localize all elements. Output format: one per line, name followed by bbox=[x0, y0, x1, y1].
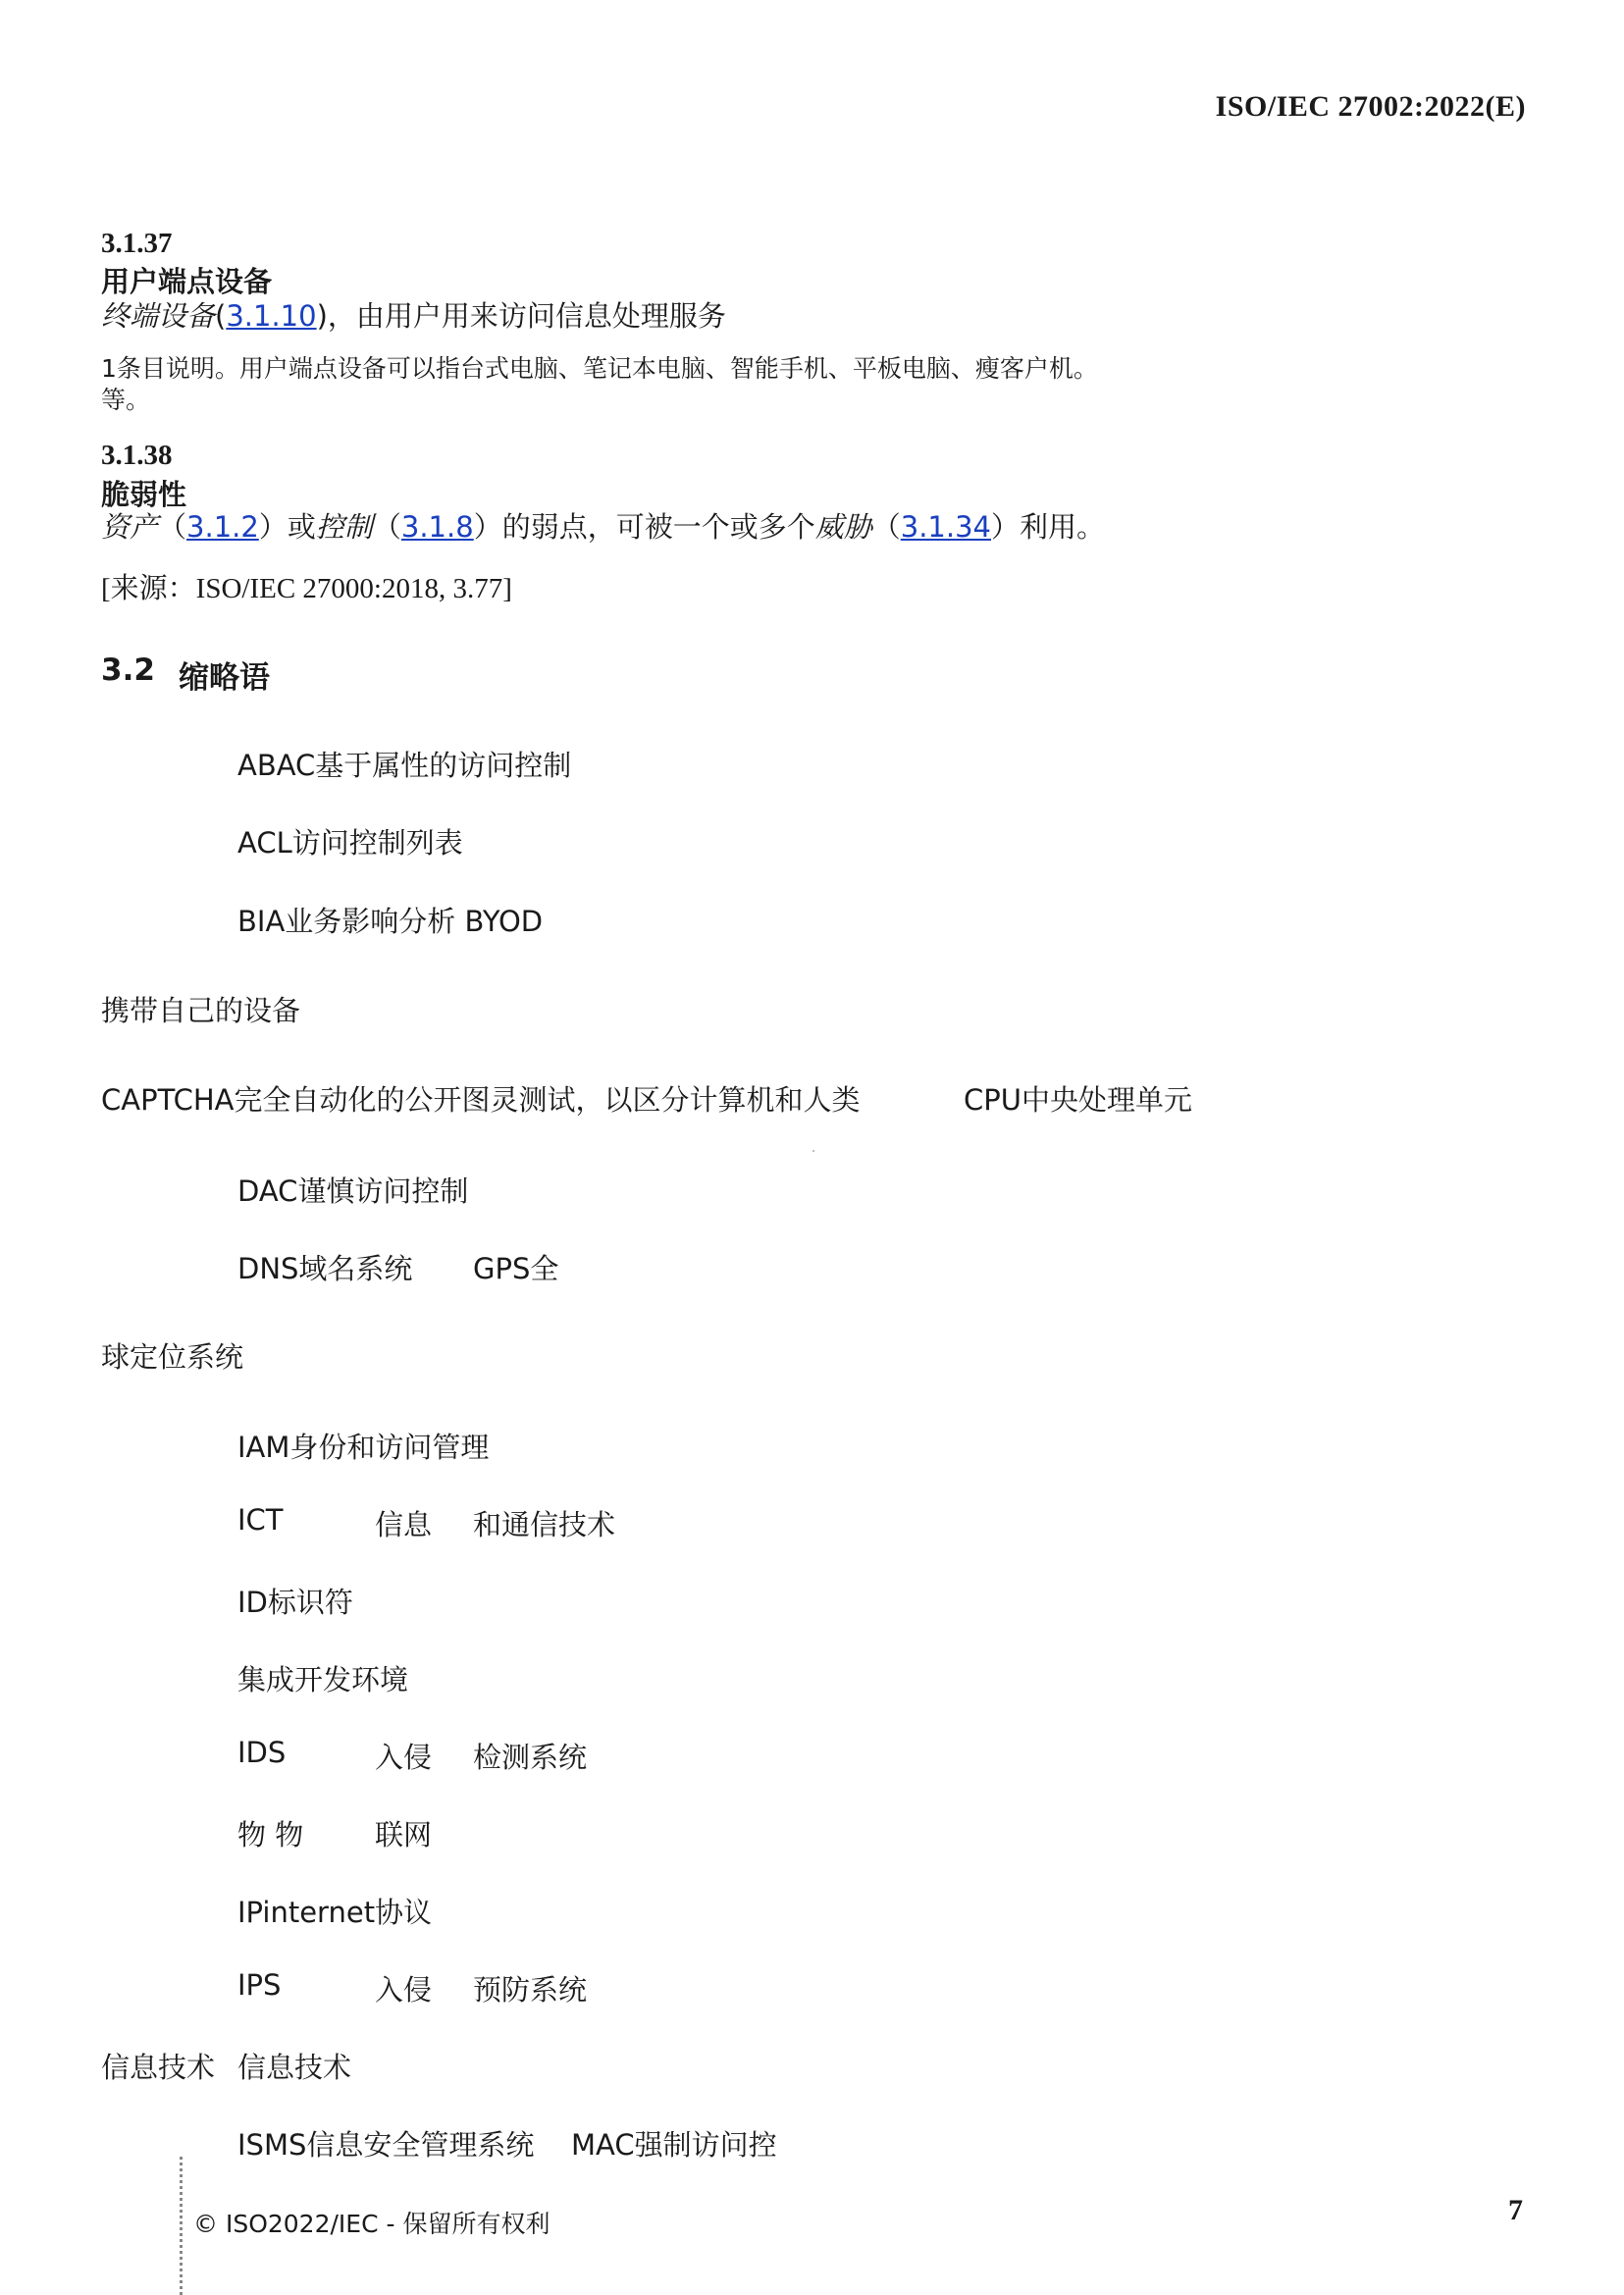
paren-open: （ bbox=[158, 510, 187, 544]
term-reference-link[interactable]: 3.1.10 bbox=[226, 299, 317, 333]
term-reference-link[interactable]: 3.1.8 bbox=[400, 510, 474, 544]
margin-dotted-line bbox=[180, 2157, 185, 2295]
abbreviation-line: ICT bbox=[237, 1503, 284, 1537]
entry-number: 3.1.38 bbox=[101, 440, 173, 471]
definition-italic-term: 资产 bbox=[101, 510, 159, 544]
abbreviation-line: IPinternet协议 bbox=[237, 1896, 433, 1929]
abbreviation-line: DAC谨慎访问控制 bbox=[237, 1174, 469, 1208]
abbreviation-line: GPS全 bbox=[473, 1252, 559, 1285]
paren-close: ） bbox=[473, 510, 502, 544]
entry-term: 用户端点设备 bbox=[101, 265, 273, 298]
abbreviation-line: 集成开发环境 bbox=[237, 1663, 409, 1696]
abbreviation-line: CPU中央处理单元 bbox=[964, 1083, 1192, 1117]
definition-text: 或 bbox=[287, 510, 316, 544]
entry-note-line: 等。 bbox=[101, 386, 151, 414]
abbreviation-line: ABAC基于属性的访问控制 bbox=[237, 749, 572, 782]
abbreviation-line: 检测系统 bbox=[473, 1741, 588, 1774]
abbreviation-line: BIA业务影响分析 BYOD bbox=[237, 905, 544, 938]
entry-source: [来源：ISO/IEC 27000:2018, 3.77] bbox=[101, 573, 512, 604]
abbreviation-line: ISMS信息安全管理系统 bbox=[237, 2128, 535, 2162]
document-header-id: ISO/IEC 27002:2022(E) bbox=[1215, 90, 1526, 123]
entry-definition bbox=[101, 505, 1105, 546]
abbreviation-line: DNS域名系统 bbox=[237, 1252, 413, 1285]
entry-number: 3.1.37 bbox=[101, 228, 173, 259]
entry-term: 脆弱性 bbox=[101, 478, 187, 511]
paren-close: ) bbox=[316, 299, 328, 333]
abbreviation-line: 联网 bbox=[375, 1818, 433, 1852]
page-number: 7 bbox=[1508, 2194, 1523, 2226]
abbreviation-line: ACL访问控制列表 bbox=[237, 826, 463, 860]
abbreviation-line: IDS bbox=[237, 1736, 287, 1769]
paren-close: ） bbox=[991, 510, 1021, 544]
abbreviation-line: 预防系统 bbox=[473, 1973, 588, 2007]
abbreviation-line: 和通信技术 bbox=[473, 1508, 616, 1541]
abbreviation-line: IAM身份和访问管理 bbox=[237, 1431, 490, 1464]
abbreviation-line: 入侵 bbox=[375, 1741, 433, 1774]
abbreviation-line: 信息技术 bbox=[101, 2051, 216, 2084]
definition-italic-term: 控制 bbox=[315, 510, 373, 544]
entry-definition bbox=[101, 294, 726, 335]
section-number: 3.2 bbox=[101, 652, 155, 688]
abbreviation-line: ID标识符 bbox=[237, 1586, 353, 1619]
paren-open: ( bbox=[215, 299, 227, 333]
abbreviation-line: 携带自己的设备 bbox=[101, 994, 301, 1027]
abbreviation-line: CAPTCHA完全自动化的公开图灵测试，以区分计算机和人类 bbox=[101, 1083, 861, 1117]
paren-open: （ bbox=[871, 510, 901, 544]
definition-italic-term: 威胁 bbox=[814, 510, 872, 544]
abbreviation-line: 球定位系统 bbox=[101, 1340, 244, 1374]
term-reference-link[interactable]: 3.1.2 bbox=[186, 510, 259, 544]
paren-close: ） bbox=[258, 510, 288, 544]
abbreviation-line: MAC强制访问控 bbox=[571, 2128, 777, 2162]
entry-note-line: 1条目说明。用户端点设备可以指台式电脑、笔记本电脑、智能手机、平板电脑、瘦客户机。 bbox=[101, 354, 1098, 383]
abbreviation-line: 入侵 bbox=[375, 1973, 433, 2007]
scan-speck bbox=[812, 1150, 814, 1152]
definition-text: 利用。 bbox=[1020, 510, 1106, 544]
abbreviation-line: 信息技术 bbox=[237, 2051, 352, 2084]
definition-text: 的弱点，可被一个或多个 bbox=[501, 510, 815, 544]
term-reference-link[interactable]: 3.1.34 bbox=[900, 510, 991, 544]
paren-open: （ bbox=[372, 510, 401, 544]
definition-italic-term: 终端设备 bbox=[101, 299, 216, 333]
section-title: 缩略语 bbox=[179, 660, 270, 696]
abbreviation-line: 信息 bbox=[375, 1508, 433, 1541]
definition-text: ，由用户用来访问信息处理服务 bbox=[327, 299, 726, 333]
abbreviation-line: IPS bbox=[237, 1968, 282, 2002]
abbreviation-line: 物 物 bbox=[237, 1818, 304, 1852]
footer-copyright: © ISO2022/IEC - 保留所有权利 bbox=[193, 2210, 550, 2238]
